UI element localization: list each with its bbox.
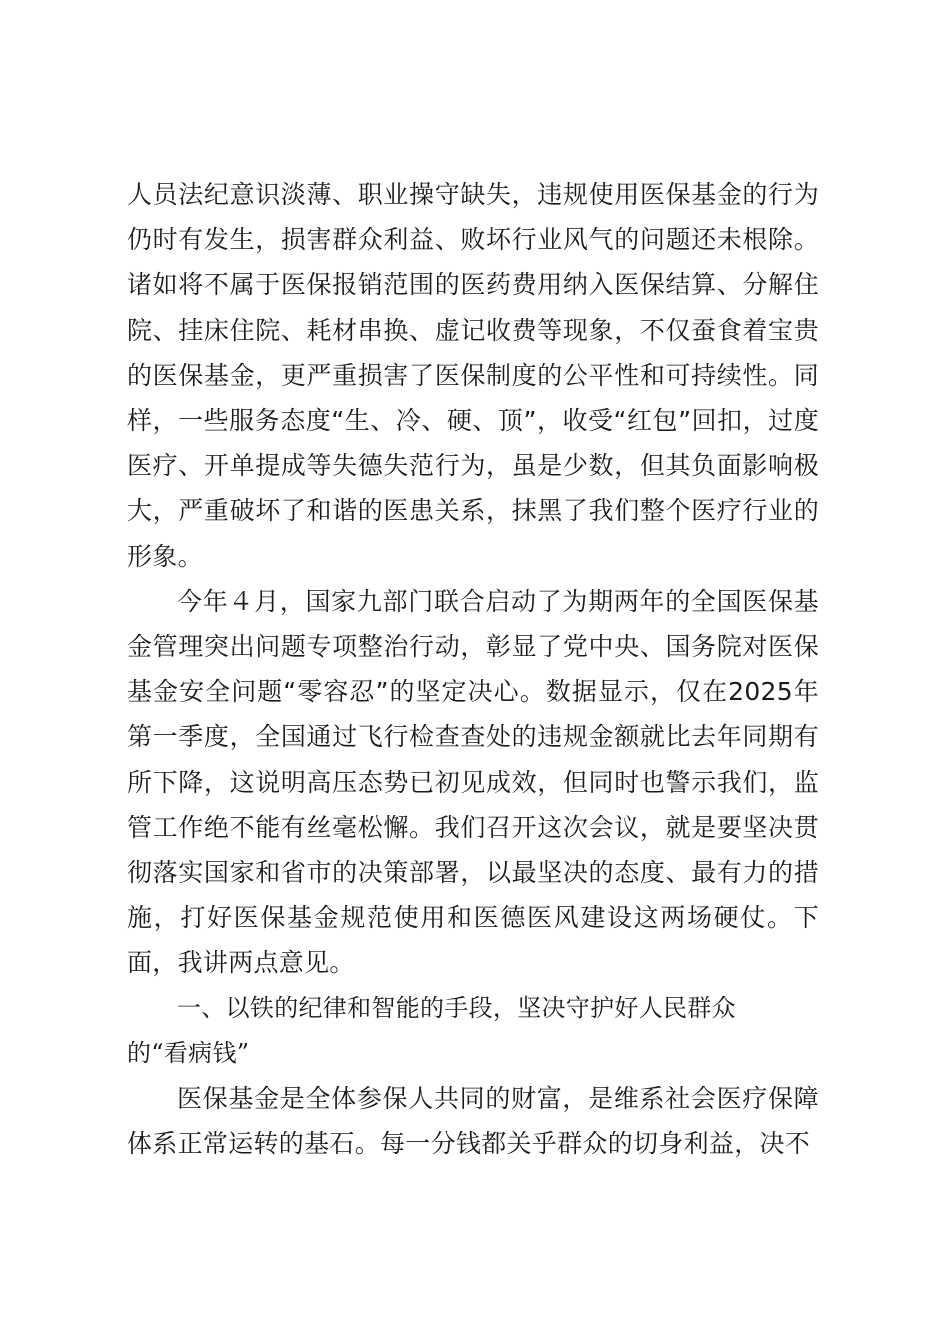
- body-paragraph-continuation: 人员法纪意识淡薄、职业操守缺失，违规使用医保基金的行为仍时有发生，损害群众利益、败坏行业风气的问题还未根除。诸如将不属于医保报销范围的医药费用纳入医保结算、分解住院、挂床住院、耗材串换、虚记收费等现象，不仅蚕食着宝贵的医保基金，更严重损害了医保制度的公平性和可持续性。同样，一些服务态度“生、冷、硬、顶”，收受“红包”回扣，过度医疗、开单提成等失德失范行为，虽是少数，但其负面影响极大，严重破坏了和谐的医患关系，抹黑了我们整个医疗行业的形象。: [127, 180, 819, 571]
- section-heading: 一、以铁的纪律和智能的手段，坚决守护好人民群众的“看病钱”: [127, 993, 736, 1067]
- document-body: [127, 172, 819, 1166]
- body-paragraph: 医保基金是全体参保人共同的财富，是维系社会医疗保障体系正常运转的基石。每一分钱都关乎群众的切身利益，决不: [127, 1084, 819, 1159]
- body-paragraph: 今年４月，国家九部门联合启动了为期两年的全国医保基金管理突出问题专项整治行动，彰显了党中央、国务院对医保基金安全问题“零容忍”的坚定决心。数据显示，仅在2025年第一季度，全国通过飞行检查查处的违规金额就比去年同期有所下降，这说明高压态势已初见成效，但同时也警示我们，监管工作绝不能有丝毫松懈。我们召开这次会议，就是要坚决贯彻落实国家和省市的决策部署，以最坚决的态度、最有力的措施，打好医保基金规范使用和医德医风建设这两场硬仗。下面，我讲两点意见。: [127, 586, 819, 978]
